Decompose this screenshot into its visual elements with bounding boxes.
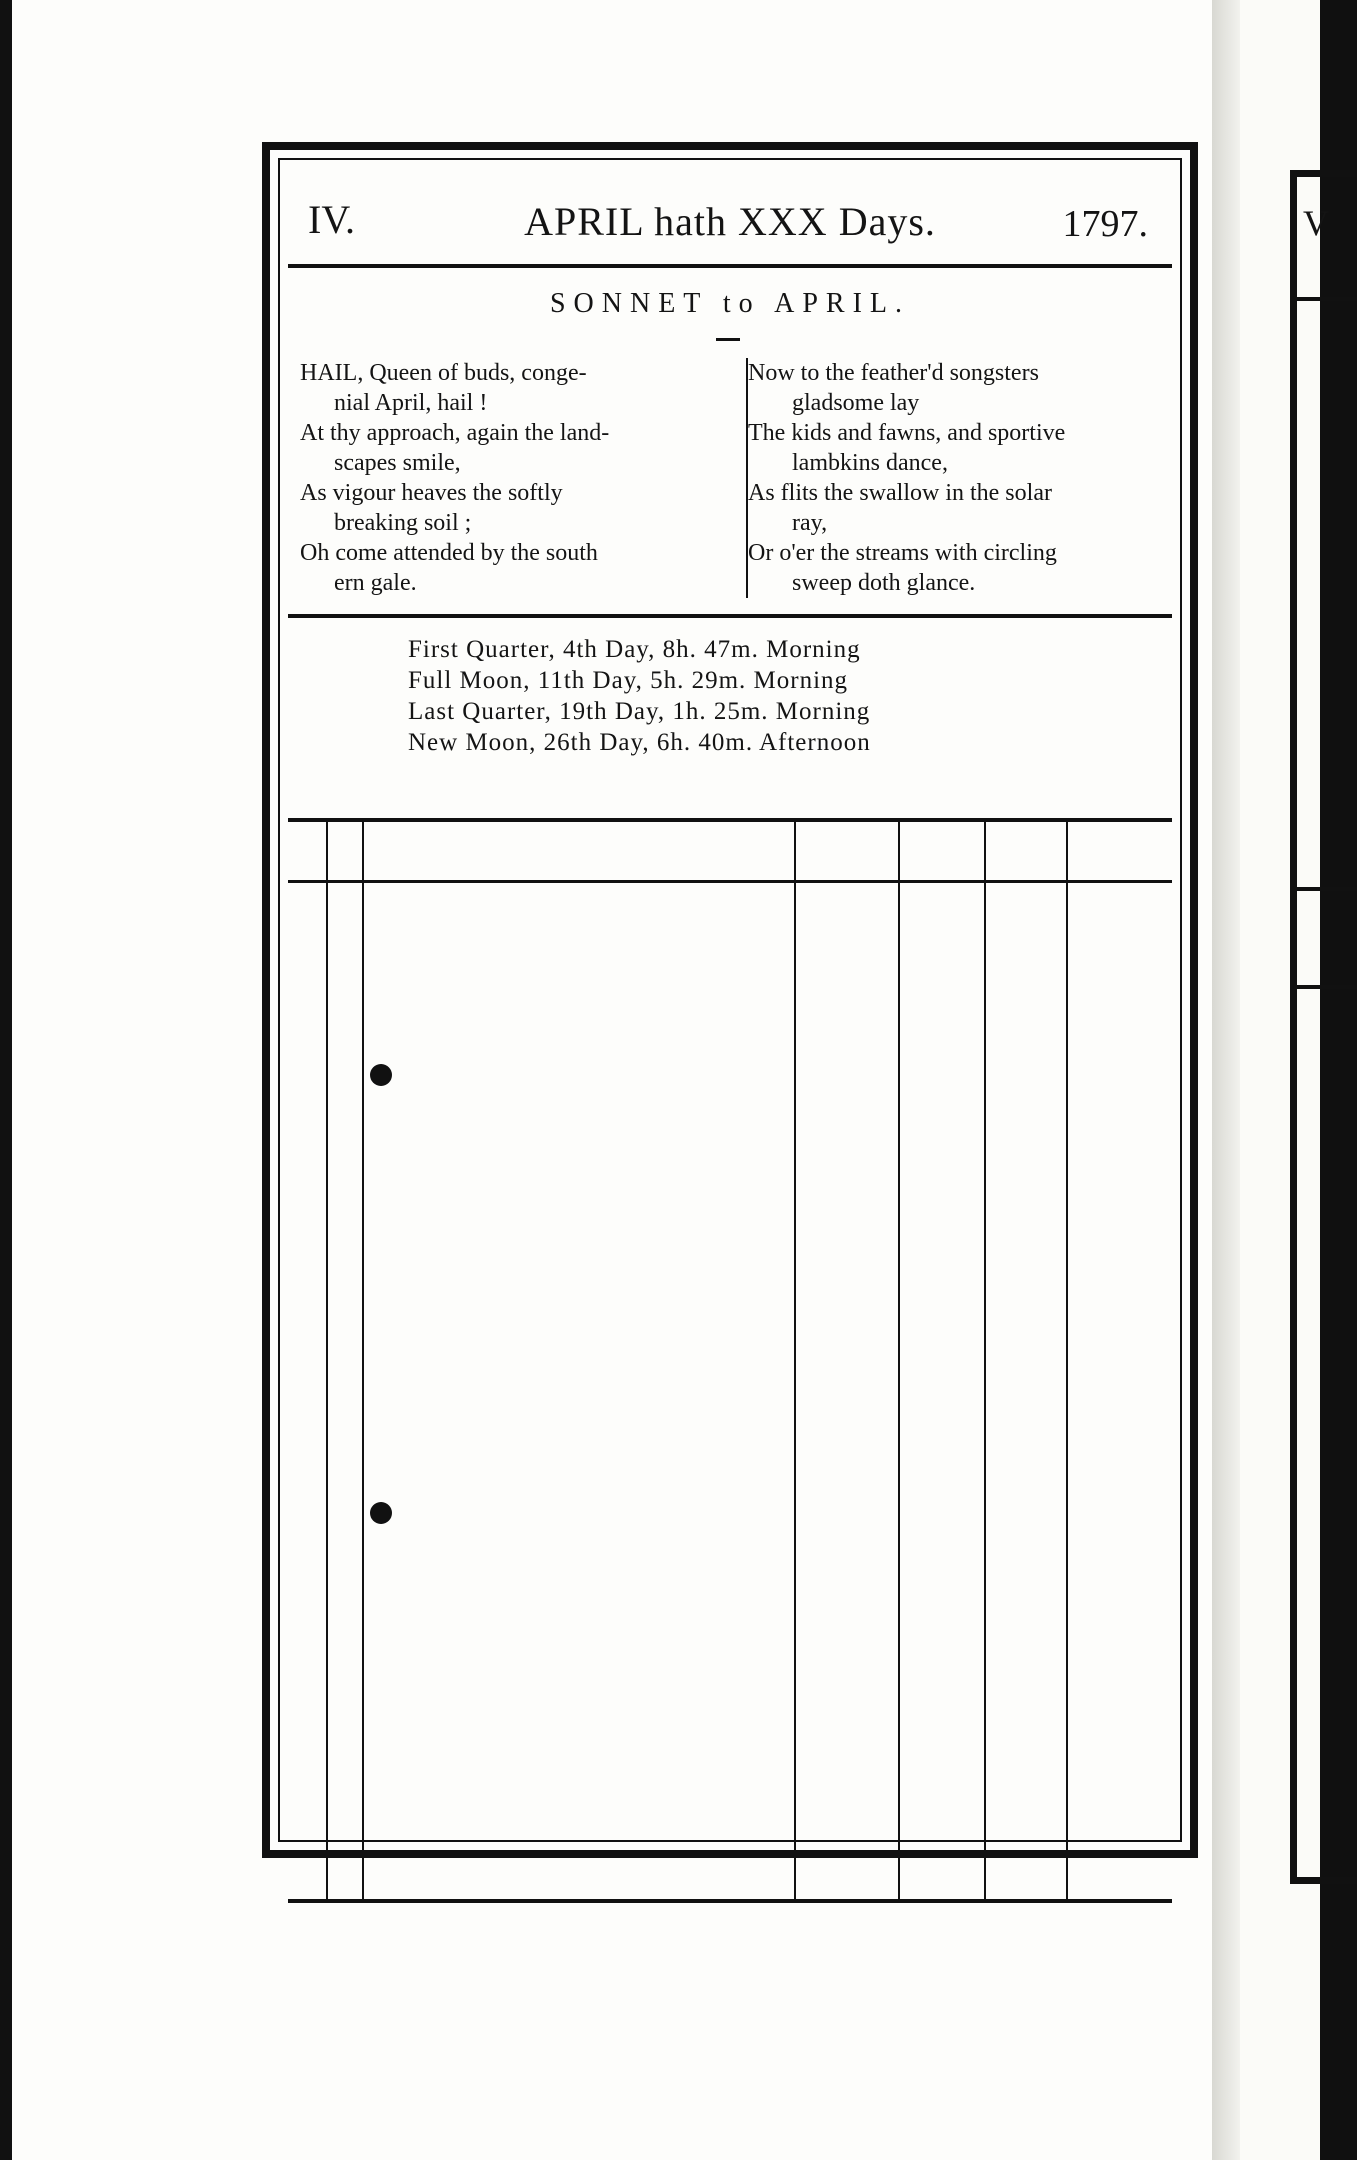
sonnet-line: ray, — [792, 510, 828, 536]
moon-phase-dot — [370, 1502, 392, 1524]
sonnet-line: lambkins dance, — [792, 450, 948, 476]
moon-phase-line: First Quarter, 4th Day, 8h. 47m. Morning — [408, 636, 861, 663]
sonnet-title: SONNET to APRIL. — [549, 288, 911, 319]
sonnet-line: Now to the feather'd songsters — [748, 360, 1039, 386]
table-top-rule — [288, 818, 1172, 822]
moon-phase-dot — [370, 1064, 392, 1086]
sonnet-line: ern gale. — [334, 570, 417, 596]
column-divider — [1066, 818, 1068, 1899]
sonnet-line: gladsome lay — [792, 390, 920, 416]
moon-phase-line: Full Moon, 11th Day, 5h. 29m. Morning — [408, 667, 849, 694]
sonnet-line: scapes smile, — [334, 450, 461, 476]
next-page-header: V — [1303, 203, 1329, 243]
sonnet-line: The kids and fawns, and sportive — [748, 420, 1066, 446]
header-rule — [288, 264, 1172, 268]
sonnet-line: Or o'er the streams with circling — [748, 540, 1057, 566]
moon-phase-line: New Moon, 26th Day, 6h. 40m. Afternoon — [408, 729, 871, 756]
column-divider — [984, 818, 986, 1899]
page-header — [308, 196, 1152, 256]
next-rule — [1297, 887, 1357, 891]
sonnet-rule — [288, 614, 1172, 618]
table-head-rule — [288, 880, 1172, 883]
column-divider — [362, 818, 364, 1899]
sonnet-line: breaking soil ; — [334, 510, 472, 536]
next-page-frame — [1290, 170, 1357, 1884]
month-number: IV. — [308, 197, 356, 242]
sonnet-line: As vigour heaves the softly — [300, 480, 563, 506]
sonnet-line: Oh come attended by the south — [300, 540, 598, 566]
sonnet-line: At thy approach, again the land- — [300, 420, 610, 446]
book-gutter — [1212, 0, 1242, 2160]
sonnet-line: nial April, hail ! — [334, 390, 488, 416]
next-rule — [1297, 985, 1357, 989]
next-rule — [1297, 297, 1357, 301]
year: 1797. — [1062, 203, 1148, 245]
sonnet-line: HAIL, Queen of buds, conge- — [300, 360, 587, 386]
page-frame — [262, 142, 1198, 1858]
almanac-page — [12, 0, 1227, 2160]
month-title: APRIL hath XXX Days. — [524, 199, 936, 244]
scan-edge — [0, 0, 12, 2160]
column-divider — [794, 818, 796, 1899]
moon-phase-line: Last Quarter, 19th Day, 1h. 25m. Morning — [408, 698, 871, 725]
calendar-table — [288, 818, 1172, 1832]
sonnet-line: sweep doth glance. — [792, 570, 976, 596]
column-divider — [898, 818, 900, 1899]
table-bottom-rule — [288, 1899, 1172, 1903]
column-divider — [326, 818, 328, 1899]
next-page — [1240, 0, 1329, 2160]
sonnet-line: As flits the swallow in the solar — [748, 480, 1052, 506]
sonnet-dash — [716, 338, 740, 341]
frame-inner — [288, 168, 1172, 1832]
